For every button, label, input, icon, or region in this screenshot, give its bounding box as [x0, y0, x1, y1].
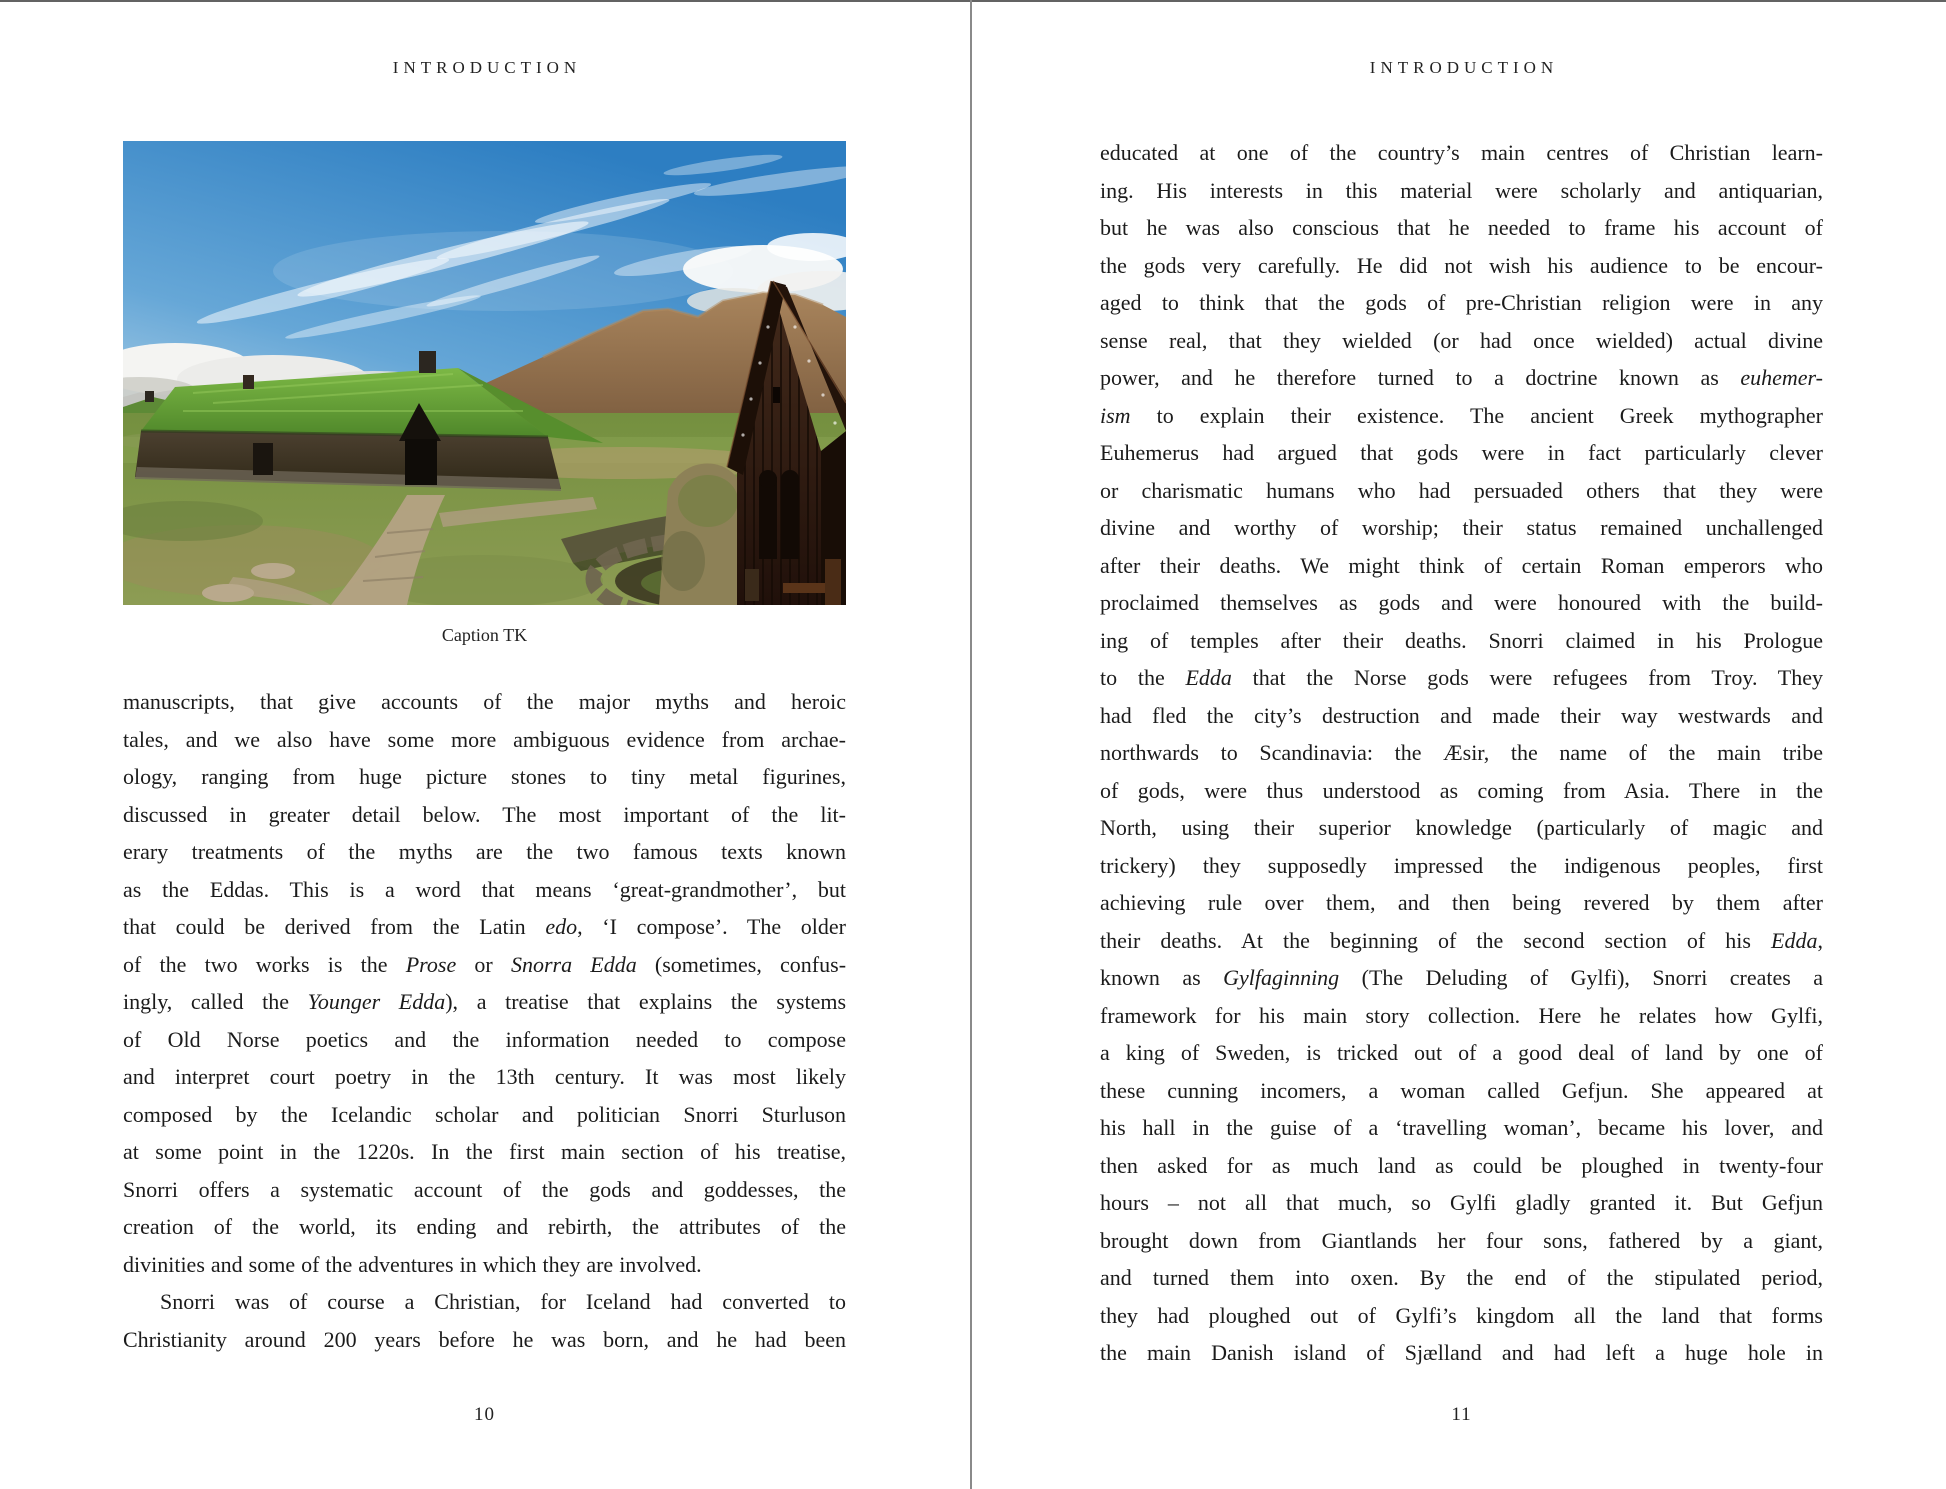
- text-line: and interpret court poetry in the 13th century. It was most likely: [123, 1064, 846, 1089]
- top-edge-rule: [0, 0, 1946, 2]
- text-line: power, and he therefore turned to a doctrine known as euhemer-: [1100, 365, 1823, 390]
- text-line: Snorri offers a systematic account of the gods and goddesses, the: [123, 1176, 846, 1202]
- running-header-right: INTRODUCTION: [1369, 58, 1559, 77]
- text-line: proclaimed themselves as gods and were honoured with the build-: [1100, 590, 1823, 615]
- text-line: and turned them into oxen. By the end of the stipulated period,: [1100, 1265, 1823, 1290]
- text-line: of the two works is the Prose or Snorra Edda (sometimes, confus-: [123, 951, 847, 977]
- text-line: divinities and some of the adventures in which they are involved.: [123, 1251, 702, 1277]
- center-page-divider: [970, 0, 972, 1489]
- text-line: ingly, called the Younger Edda), a treatise that explains the systems: [123, 989, 847, 1014]
- text-line: ology, ranging from huge picture stones to tiny metal figurines,: [123, 764, 846, 789]
- text-line: ing of temples after their deaths. Snorri claimed in his Prologue: [1100, 627, 1823, 653]
- text-line: trickery) they supposedly impressed the indigenous peoples, first: [1100, 852, 1823, 878]
- text-line: but he was also conscious that he needed to frame his account of: [1100, 215, 1823, 240]
- text-line: as the Eddas. This is a word that means ‘great-grandmother’, but: [123, 876, 846, 902]
- text-line: composed by the Icelandic scholar and politician Snorri Sturluson: [123, 1101, 846, 1127]
- text-line: manuscripts, that give accounts of the major myths and heroic: [123, 689, 846, 714]
- turf-house-photo: [123, 141, 846, 605]
- text-line: northwards to Scandinavia: the Æsir, the name of the main tribe: [1100, 740, 1823, 765]
- text-line: of gods, were thus understood as coming from Asia. There in the: [1100, 777, 1823, 803]
- text-line: Euhemerus had argued that gods were in fact particularly clever: [1100, 440, 1823, 465]
- text-line: discussed in greater detail below. The most important of the lit-: [123, 801, 846, 827]
- text-line: of Old Norse poetics and the information needed to compose: [123, 1026, 846, 1052]
- body-text-right: [1100, 134, 1823, 1372]
- text-line: ing. His interests in this material were scholarly and antiquarian,: [1100, 177, 1823, 203]
- text-line: sense real, that they wielded (or had once wielded) actual divine: [1100, 327, 1823, 353]
- text-line: that could be derived from the Latin edo, ‘I compose’. The older: [123, 914, 846, 939]
- text-line: known as Gylfaginning (The Deluding of Gylfi), Snorri creates a: [1100, 965, 1823, 990]
- text-line: ism to explain their existence. The ancient Greek mythographer: [1100, 402, 1823, 428]
- text-line: educated at one of the country’s main centres of Christian learn-: [1100, 140, 1823, 165]
- turf-house-illustration: [123, 141, 846, 605]
- text-line: they had ploughed out of Gylfi’s kingdom all the land that forms: [1100, 1302, 1823, 1328]
- text-line: had fled the city’s destruction and made their way westwards and: [1100, 702, 1823, 728]
- page-number-right: 11: [1451, 1404, 1472, 1425]
- photo-caption: Caption TK: [441, 625, 528, 645]
- body-text-left: [123, 683, 846, 1358]
- text-line: to the Edda that the Norse gods were refugees from Troy. They: [1100, 665, 1823, 690]
- text-line: divine and worthy of worship; their status remained unchallenged: [1100, 515, 1823, 540]
- text-line: aged to think that the gods of pre-Christian religion were in any: [1100, 290, 1823, 315]
- text-line: tales, and we also have some more ambiguous evidence from archae-: [123, 726, 846, 752]
- text-line: Christianity around 200 years before he was born, and he had been: [123, 1326, 846, 1352]
- text-line: these cunning incomers, a woman called Gefjun. She appeared at: [1100, 1077, 1823, 1103]
- text-line: the gods very carefully. He did not wish his audience to be encour-: [1100, 252, 1823, 278]
- text-line: the main Danish island of Sjælland and had left a huge hole in: [1100, 1340, 1823, 1365]
- running-header-left: INTRODUCTION: [392, 58, 582, 77]
- text-line: achieving rule over them, and then being revered by them after: [1100, 890, 1823, 915]
- text-line: then asked for as much land as could be ploughed in twenty-four: [1100, 1152, 1823, 1178]
- text-line: creation of the world, its ending and rebirth, the attributes of the: [123, 1214, 846, 1239]
- text-line: a king of Sweden, is tricked out of a good deal of land by one of: [1100, 1040, 1823, 1065]
- text-line: North, using their superior knowledge (particularly of magic and: [1100, 815, 1823, 840]
- text-line: brought down from Giantlands her four sons, fathered by a giant,: [1100, 1227, 1823, 1253]
- text-line: their deaths. At the beginning of the second section of his Edda,: [1100, 927, 1823, 953]
- text-line: after their deaths. We might think of certain Roman emperors who: [1100, 552, 1823, 578]
- text-line: framework for his main story collection. Here he relates how Gylfi,: [1100, 1002, 1823, 1028]
- text-line: or charismatic humans who had persuaded others that they were: [1100, 477, 1823, 503]
- text-line: hours – not all that much, so Gylfi gladly granted it. But Gefjun: [1100, 1190, 1823, 1215]
- text-line: his hall in the guise of a ‘travelling woman’, became his lover, and: [1100, 1115, 1823, 1140]
- text-line: erary treatments of the myths are the two famous texts known: [123, 839, 846, 864]
- text-line: at some point in the 1220s. In the first main section of his treatise,: [123, 1139, 846, 1164]
- page-number-left: 10: [474, 1404, 495, 1425]
- text-line: Snorri was of course a Christian, for Iceland had converted to: [160, 1289, 846, 1314]
